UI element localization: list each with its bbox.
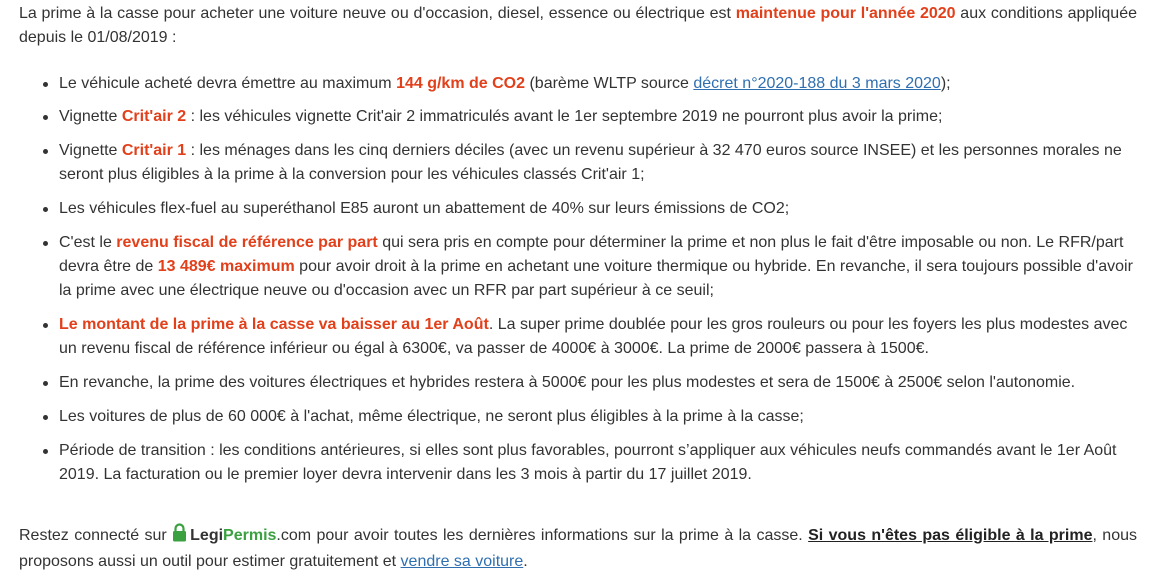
list-item: [59, 405, 1139, 429]
list-item: [59, 105, 1139, 129]
brand-domain: .com: [276, 527, 312, 544]
outro-text: Restez connecté sur: [19, 527, 173, 544]
intro-paragraph: [19, 2, 1137, 50]
lock-icon: [172, 523, 187, 550]
bullet-icon: [43, 381, 48, 386]
item-text: Le véhicule acheté devra émettre au maximum: [59, 75, 397, 92]
item-highlight: Crit'air 1: [121, 142, 187, 159]
outro-text: , nous proposons aussi un outil pour estimer gratuitement et: [19, 527, 1138, 570]
item-text: : les ménages dans les cinq derniers déciles (avec un revenu supérieur à 32 470 euros source INSEE) et les personnes morales ne seront plus éligibles à la prime à la conversion pour les véhicules classés Crit'air 1;: [59, 142, 1122, 183]
bullet-icon: [43, 149, 48, 154]
list-item: [59, 139, 1139, 187]
bullet-icon: [43, 241, 48, 246]
bullet-icon: [43, 207, 48, 212]
list-item: [59, 439, 1139, 487]
not-eligible-link[interactable]: Si vous n'êtes pas éligible à la prime: [808, 527, 1093, 544]
item-highlight: Crit'air 2: [121, 108, 187, 125]
item-text: Les voitures de plus de 60 000€ à l'achat, même électrique, ne seront plus éligibles à la prime à la casse;: [59, 408, 804, 425]
item-text: : les véhicules vignette Crit'air 2 immatriculés avant le 1er septembre 2019 ne pourront plus avoir la prime;: [186, 108, 943, 125]
item-text: qui sera pris en compte pour déterminer la prime et non plus le fait d'être imposable ou non. Le RFR/part devra être de: [59, 234, 1124, 275]
intro-highlight: maintenue pour l'année 2020: [735, 5, 956, 22]
item-text: Les véhicules flex-fuel au superéthanol E85 auront un abattement de 40% sur leurs émissions de CO2;: [59, 200, 790, 217]
outro-text: .: [523, 553, 528, 570]
item-highlight: Le montant de la prime à la casse va baisser au 1er Août: [59, 316, 489, 333]
list-item: [59, 313, 1139, 361]
intro-text-end: aux conditions appliquée depuis le 01/08/2019 :: [19, 5, 1138, 46]
item-text: (barème WLTP source: [525, 75, 694, 92]
outro-paragraph: [19, 523, 1137, 574]
bullet-icon: [43, 449, 48, 454]
item-text: Vignette: [59, 142, 122, 159]
brand-legi: Legi: [190, 527, 224, 544]
bullet-icon: [43, 323, 48, 328]
list-item: [59, 197, 1139, 221]
intro-text: La prime à la casse pour acheter une voiture neuve ou d'occasion, diesel, essence ou électrique est: [19, 5, 736, 22]
item-text: C'est le: [59, 234, 117, 251]
list-item: [59, 371, 1139, 395]
item-text: Période de transition : les conditions antérieures, si elles sont plus favorables, pourront s’appliquer aux véhicules neufs commandés avant le 1er Août 2019. La facturation ou le premier loyer devra intervenir dans les 3 mois à partir du 17 juillet 2019.: [59, 442, 1117, 483]
brand-permis: Permis: [223, 527, 277, 544]
item-text: En revanche, la prime des voitures électriques et hybrides restera à 5000€ pour les plus modestes et sera de 1500€ à 2500€ selon l'autonomie.: [59, 374, 1076, 391]
decree-link[interactable]: décret n°2020-188 du 3 mars 2020: [693, 75, 941, 92]
item-text: Vignette: [59, 108, 122, 125]
sell-car-link[interactable]: vendre sa voiture: [400, 553, 524, 570]
bullet-icon: [43, 415, 48, 420]
item-text: pour avoir droit à la prime en achetant une voiture thermique ou hybride. En revanche, il sera toujours possible d'avoir la prime avec une électrique neuve ou d'occasion avec un RFR par part supérieur à ce seuil;: [59, 258, 1133, 299]
item-text: );: [940, 75, 951, 92]
item-highlight: revenu fiscal de référence par part: [116, 234, 378, 251]
item-highlight: 13 489€ maximum: [157, 258, 295, 275]
item-highlight: 144 g/km de CO2: [396, 75, 526, 92]
brand-link[interactable]: [172, 527, 311, 544]
list-item: [59, 72, 1139, 96]
list-item: [59, 231, 1139, 303]
outro-text: pour avoir toutes les dernières informations sur la prime à la casse.: [311, 527, 809, 544]
item-text: . La super prime doublée pour les gros rouleurs ou pour les foyers les plus modestes avec un revenu fiscal de référence inférieur ou égal à 6300€, va passer de 4000€ à 3000€. La prime de 2000€ passera à 1500€.: [59, 316, 1128, 357]
bullet-icon: [43, 82, 48, 87]
bullet-icon: [43, 115, 48, 120]
